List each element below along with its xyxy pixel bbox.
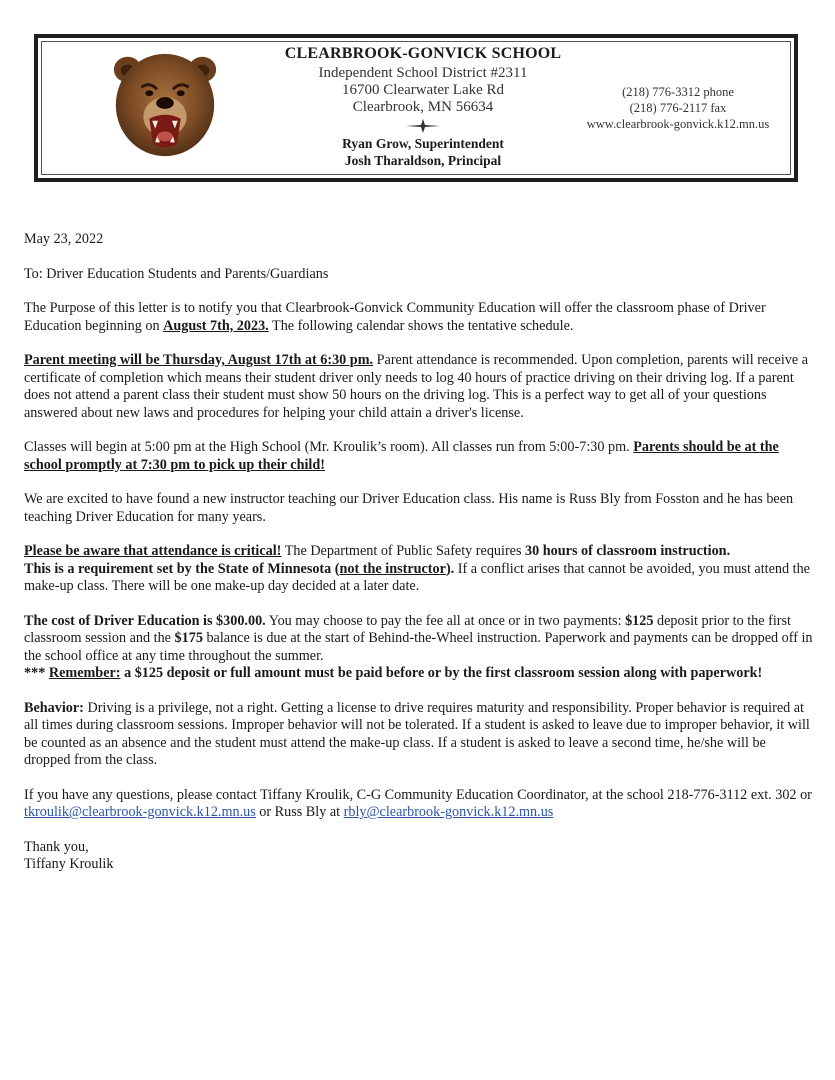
required-hours: 30 hours of classroom instruction.	[525, 543, 731, 559]
compass-star-icon	[406, 119, 440, 133]
purpose-text-end: The following calendar shows the tentative schedule.	[268, 317, 574, 334]
cost-text-3: balance is due at the start of Behind-the-Wheel instruction. Paperwork and payments can be dropped off in the school office at any time throughout the summer.	[24, 630, 813, 664]
paragraph-class-times	[24, 439, 814, 474]
paragraph-behavior	[24, 700, 814, 770]
bear-mascot-icon	[106, 44, 224, 162]
cost-text: You may choose to pay the fee all at once or in two payments:	[265, 612, 626, 629]
paragraph-attendance	[24, 543, 814, 596]
state-requirement-end: ).	[445, 560, 455, 577]
letter-body	[24, 231, 814, 874]
state-requirement: This is a requirement set by the State of Minnesota (	[24, 560, 340, 577]
street-address: 16700 Clearwater Lake Rd	[341, 82, 505, 98]
school-info	[278, 45, 568, 169]
balance-amount: $175	[174, 630, 203, 646]
fax-number: (218) 776-2117 fax	[629, 101, 727, 115]
not-instructor: not the instructor	[339, 560, 446, 577]
contact-text-2: or Russ Bly at	[255, 804, 344, 820]
signer-name: Tiffany Kroulik	[24, 856, 114, 872]
attendance-text: The Department of Public Safety requires	[281, 543, 526, 559]
contact-text: If you have any questions, please contact Tiffany Kroulik, C-G Community Education Coordinator, at the school 218-776-3112 ext. 302 or	[24, 786, 812, 803]
paragraph-parent-meeting	[24, 352, 814, 422]
letter-recipient: To: Driver Education Students and Parents/Guardians	[24, 265, 329, 282]
pickup-notice: Parents should be at the school promptly at 7:30 pm to pick up their child!	[24, 439, 779, 473]
start-date: August 7th, 2023.	[163, 317, 269, 334]
parent-meeting-date: Parent meeting will be Thursday, August 17th at 6:30 pm.	[24, 352, 374, 368]
reminder-text: a $125 deposit or full amount must be paid before or by the first classroom session along with paperwork!	[120, 665, 763, 681]
paragraph-purpose	[24, 300, 814, 335]
phone-number: (218) 776-3312 phone	[622, 85, 734, 99]
behavior-text: Driving is a privilege, not a right. Getting a license to drive requires maturity and responsibility. Proper behavior is required at all times during classroom sessions. Improper behavior will not be tolerated. If a student is asked to leave due to improper behavior, it will be counted as an absence and the student must attend the make-up class. If a student is asked to leave a second time, he/she will be dropped from the class.	[24, 699, 810, 768]
email-link-tkroulik[interactable]: tkroulik@clearbrook-gonvick.k12.mn.us	[24, 804, 256, 820]
closing: Thank you,	[24, 838, 89, 855]
district-name: Independent School District #2311	[318, 65, 528, 81]
attendance-warning: Please be aware that attendance is critical!	[24, 543, 282, 559]
deposit-amount: $125	[625, 612, 654, 629]
superintendent: Ryan Grow, Superintendent	[342, 136, 504, 151]
city-state-zip: Clearbrook, MN 56634	[352, 99, 494, 115]
behavior-label: Behavior:	[24, 699, 84, 716]
signature-block	[24, 839, 814, 874]
parent-meeting-text: Parent attendance is recommended. Upon completion, parents will receive a certificate of completion which means their student driver only needs to log 40 hours of practice driving on their driving log. If a parent does not attend a parent class their student must show 50 hours on the driving log. This is a perfect way to get all of your questions answered about new laws and procedures for helping your child attain a driver's license.	[24, 352, 808, 421]
letterhead	[34, 34, 798, 182]
makeup-text: If a conflict arises that cannot be avoided, you must attend the make-up class. There will be one make-up day decided at a later date.	[24, 560, 810, 594]
cost-text-2: deposit prior to the first classroom session and the	[24, 612, 791, 646]
reminder-stars: ***	[24, 665, 49, 681]
cost-statement: The cost of Driver Education is $300.00.	[24, 612, 266, 629]
paragraph-contact	[24, 787, 814, 822]
purpose-text: The Purpose of this letter is to notify you that Clearbrook-Gonvick Community Education will offer the classroom phase of Driver Education beginning on	[24, 300, 766, 334]
class-times-text: Classes will begin at 5:00 pm at the High School (Mr. Kroulik’s room). All classes run from 5:00-7:30 pm.	[24, 439, 634, 455]
website-url: www.clearbrook-gonvick.k12.mn.us	[586, 117, 770, 131]
paragraph-cost	[24, 613, 814, 683]
paragraph-instructor: We are excited to have found a new instructor teaching our Driver Education class. His name is Russ Bly from Fosston and he has been teaching Driver Education for many years.	[24, 491, 794, 525]
letter-date: May 23, 2022	[24, 231, 104, 247]
principal: Josh Tharaldson, Principal	[344, 153, 502, 168]
school-name: CLEARBROOK-GONVICK SCHOOL	[284, 45, 562, 62]
remember-label: Remember:	[48, 665, 121, 681]
contact-info	[558, 84, 798, 132]
email-link-rbly[interactable]: rbly@clearbrook-gonvick.k12.mn.us	[343, 804, 554, 820]
